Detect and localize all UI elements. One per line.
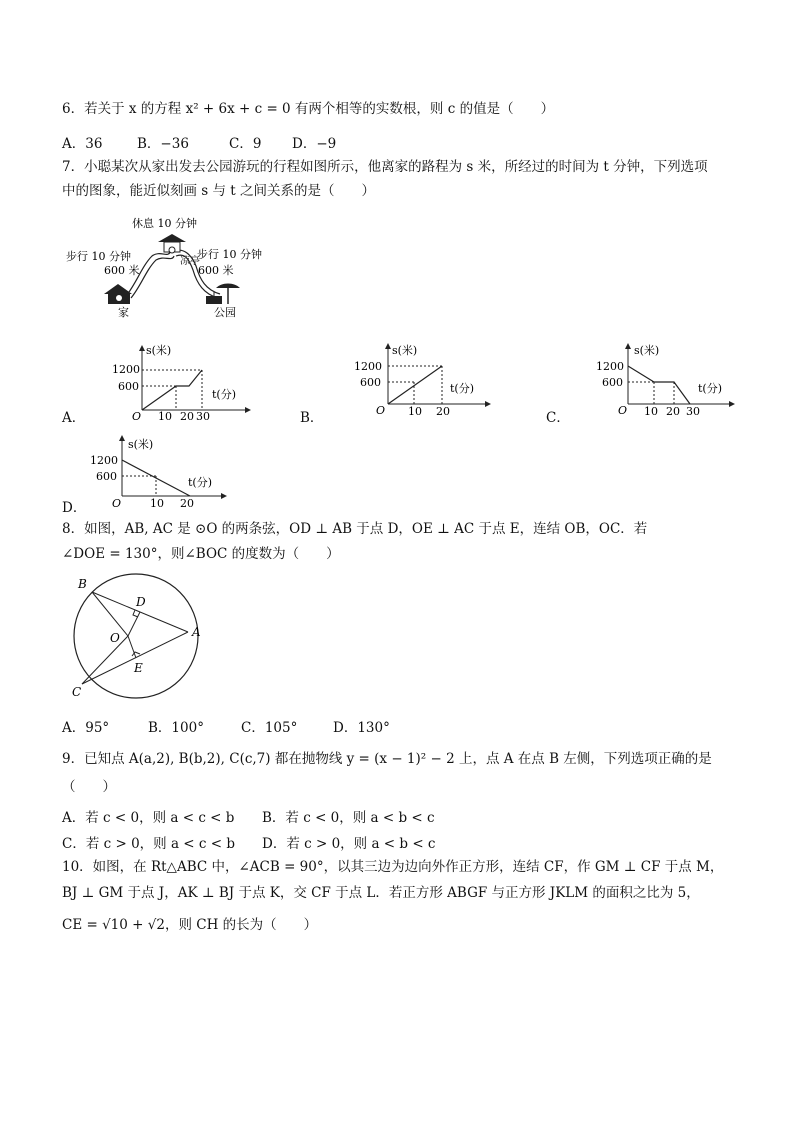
q9-option-b: B．若 c < 0，则 a < b < c [262, 810, 435, 826]
graph-c-line [628, 366, 690, 404]
q8-stem-line2: ∠DOE = 130°，则∠BOC 的度数为（ ） [62, 546, 340, 562]
q7-option-b-label: B． [300, 410, 324, 426]
graph-a-line [142, 370, 202, 410]
q6-option-d: D．−9 [292, 136, 337, 152]
q9-option-c: C．若 c > 0，则 a < c < b [62, 836, 235, 852]
park-label: 公园 [214, 306, 236, 319]
point-a-label: A [192, 625, 201, 639]
t-axis-label: t(分) [450, 382, 475, 395]
q7-graph-b [350, 340, 500, 420]
chord-ac [82, 632, 188, 684]
t-axis-label: t(分) [212, 388, 237, 401]
y-tick-1200: 1200 [354, 360, 382, 373]
y-tick-1200: 1200 [596, 360, 624, 373]
x-tick-20: 20 [436, 405, 450, 418]
x-tick-20: 20 [180, 497, 194, 510]
point-b-label: B [78, 577, 87, 591]
q9-stem-line1: 9．已知点 A(a,2), B(b,2), C(c,7) 都在抛物线 y = (x − 1)² − 2 上，点 A 在点 B 左侧，下列选项正确的是 [62, 751, 712, 767]
q8-option-d: D．130° [333, 720, 390, 736]
q8-option-c: C．105° [241, 720, 298, 736]
x-tick-30: 30 [196, 410, 210, 420]
x-tick-10: 10 [158, 410, 172, 420]
q6-option-a: A．36 [62, 136, 103, 152]
walk-right-label-1: 步行 10 分钟 [197, 248, 262, 261]
x-tick-20: 20 [666, 405, 680, 418]
s-axis-label: s(米) [392, 344, 418, 357]
t-axis-label: t(分) [188, 476, 213, 489]
pavilion-label: 凉亭 [180, 256, 200, 267]
s-axis-label: s(米) [634, 344, 660, 357]
q10-line3: CE = √10 + √2，则 CH 的长为（ ） [62, 917, 318, 933]
t-axis-label: t(分) [698, 382, 723, 395]
x-tick-10: 10 [150, 497, 164, 510]
q7-graph-d [84, 430, 234, 514]
q8-stem-line1: 8．如图，AB, AC 是 ⊙O 的两条弦，OD ⊥ AB 于点 D，OE ⊥ AC 于点 E，连结 OB，OC．若 [62, 521, 648, 537]
origin-label: O [376, 404, 386, 417]
origin-label: O [112, 497, 122, 510]
home-icon [104, 284, 132, 304]
q6-stem: 6．若关于 x 的方程 x² + 6x + c = 0 有两个相等的实数根，则 c 的值是（ ） [62, 101, 555, 117]
q6-option-c: C．9 [229, 136, 262, 152]
walk-right-label-2: 600 米 [198, 264, 234, 277]
segment-ob [92, 592, 128, 636]
q7-graph-a [110, 340, 260, 420]
home-label: 家 [118, 306, 129, 319]
origin-label: O [618, 404, 628, 417]
q7-option-a-label: A． [62, 410, 86, 426]
y-tick-1200: 1200 [112, 363, 140, 376]
q7-route-illustration [64, 212, 284, 322]
q9-option-a: A．若 c < 0，则 a < c < b [62, 810, 235, 826]
q9-option-d: D．若 c > 0，则 a < b < c [262, 836, 436, 852]
rest-label: 休息 10 分钟 [132, 217, 197, 230]
q7-option-c-label: C． [546, 410, 570, 426]
segment-oc [82, 636, 128, 684]
q7-option-d-label: D． [62, 500, 87, 516]
q8-option-b: B．100° [148, 720, 204, 736]
point-d-label: D [136, 595, 146, 609]
x-tick-30: 30 [686, 405, 700, 418]
q8-circle-figure [62, 572, 222, 702]
q9-stem-line2: （ ） [62, 779, 116, 795]
walk-left-label-2: 600 米 [104, 264, 140, 277]
y-tick-600: 600 [118, 380, 139, 393]
walk-left-label-1: 步行 10 分钟 [66, 250, 131, 263]
point-e-label: E [134, 661, 143, 675]
point-o-label: O [110, 631, 120, 645]
q8-option-a: A．95° [62, 720, 110, 736]
y-tick-1200: 1200 [90, 454, 118, 467]
y-tick-600: 600 [360, 376, 381, 389]
q10-line2: BJ ⊥ GM 于点 J，AK ⊥ BJ 于点 K，交 CF 于点 L．若正方形 ABGF 与正方形 JKLM 的面积之比为 5， [62, 885, 700, 901]
q10-line1: 10．如图，在 Rt△ABC 中，∠ACB = 90°，以其三边为边向外作正方形，连结 CF，作 GM ⊥ CF 于点 M， [62, 859, 724, 875]
graph-b-line [388, 366, 442, 404]
segment-oe [128, 636, 136, 658]
q7-stem-line2: 中的图象，能近似刻画 s 与 t 之间关系的是（ ） [62, 183, 376, 199]
origin-label: O [132, 410, 142, 420]
s-axis-label: s(米) [146, 344, 172, 357]
graph-d-line [122, 460, 190, 496]
x-tick-10: 10 [644, 405, 658, 418]
point-c-label: C [72, 685, 82, 699]
x-tick-20: 20 [180, 410, 194, 420]
q6-option-b: B．−36 [137, 136, 189, 152]
park-icon [206, 284, 240, 305]
x-tick-10: 10 [408, 405, 422, 418]
y-tick-600: 600 [602, 376, 623, 389]
y-tick-600: 600 [96, 470, 117, 483]
q7-graph-c [594, 340, 744, 420]
q7-stem-line1: 7．小聪某次从家出发去公园游玩的行程如图所示，他离家的路程为 s 米，所经过的时间为 t 分钟，下列选项 [62, 159, 708, 175]
s-axis-label: s(米) [128, 438, 154, 451]
